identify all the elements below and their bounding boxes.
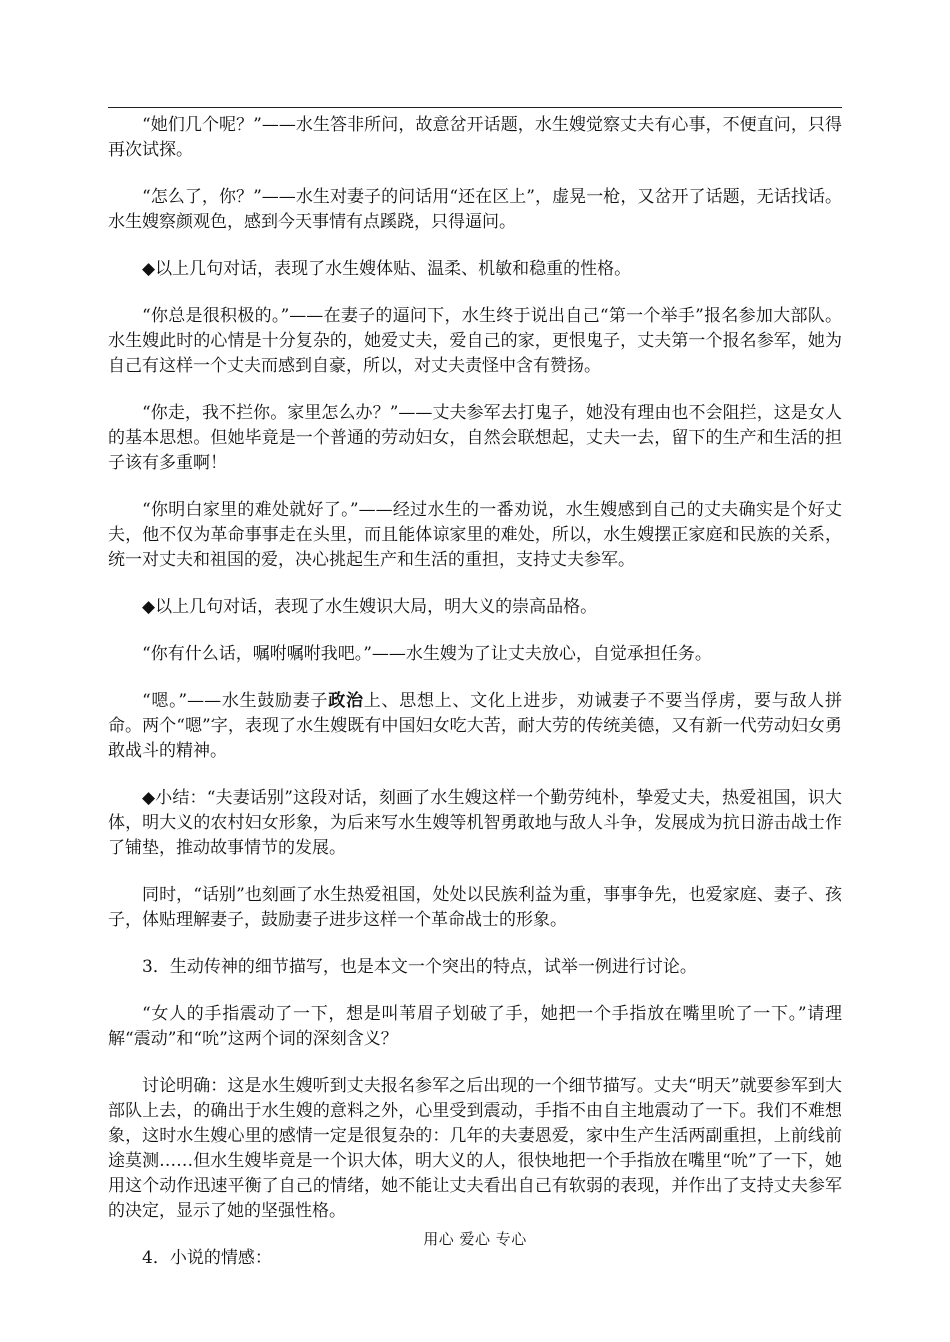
paragraph-8: “你有什么话，嘱咐嘱咐我吧。”——水生嫂为了让丈夫放心，自觉承担任务。 — [142, 644, 712, 664]
header-rule — [108, 107, 842, 108]
paragraph-1: “她们几个呢？”——水生答非所问，故意岔开话题，水生嫂觉察丈夫有心事，不便直问，只得再次试探。 — [108, 115, 842, 160]
paragraph-9-bold-term: 政治 — [328, 691, 364, 711]
paragraph-11: 同时，“话别”也刻画了水生热爱祖国，处处以民族利益为重，事事争先，也爱家庭、妻子、孩子，体贴理解妻子，鼓励妻子进步这样一个革命战士的形象。 — [108, 885, 842, 930]
paragraph-4: “你总是很积极的。”——在妻子的逼问下，水生终于说出自己“第一个举手”报名参加大部队。水生嫂此时的心情是十分复杂的，她爱丈夫，爱自己的家，更恨鬼子，丈夫第一个报名参军，她为自己有这样一个丈夫而感到自豪，所以，对丈夫责怪中含有赞扬。 — [108, 306, 842, 376]
paragraph-12: 3．生动传神的细节描写，也是本文一个突出的特点，试举一例进行讨论。 — [142, 957, 697, 977]
paragraph-9-text-before: “嗯。”——水生鼓励妻子 — [142, 691, 329, 711]
paragraph-10: ◆小结：“夫妻话别”这段对话，刻画了水生嫂这样一个勤劳纯朴，挚爱丈夫，热爱祖国，识大体，明大义的农村妇女形象，为后来写水生嫂等机智勇敢地与敌人斗争，发展成为抗日游击战士作了铺垫，推动故事情节的发展。 — [108, 788, 842, 858]
paragraph-5: “你走，我不拦你。家里怎么办？”——丈夫参军去打鬼子，她没有理由也不会阻拦，这是女人的基本思想。但她毕竟是一个普通的劳动妇女，自然会联想起，丈夫一去，留下的生产和生活的担子该有多重啊！ — [108, 403, 842, 473]
paragraph-3: ◆以上几句对话，表现了水生嫂体贴、温柔、机敏和稳重的性格。 — [142, 259, 632, 279]
paragraph-15: 4．小说的情感： — [142, 1248, 272, 1268]
paragraph-7: ◆以上几句对话，表现了水生嫂识大局，明大义的崇高品格。 — [142, 597, 598, 617]
page-footer: 用心 爱心 专心 — [423, 1230, 527, 1248]
paragraph-13: “女人的手指震动了一下，想是叫苇眉子划破了手，她把一个手指放在嘴里吮了一下。”请理解“震动”和“吮”这两个词的深刻含义？ — [108, 1004, 842, 1049]
paragraph-9 — [108, 689, 842, 764]
paragraph-6: “你明白家里的难处就好了。”——经过水生的一番劝说，水生嫂感到自己的丈夫确实是个好丈夫，他不仅为革命事事走在头里，而且能体谅家里的难处，所以，水生嫂摆正家庭和民族的关系，统一对丈夫和祖国的爱，决心挑起生产和生活的重担，支持丈夫参军。 — [108, 500, 842, 570]
paragraph-9-text-after: 上、思想上、文化上进步，劝诫妻子不要当俘虏，要与敌人拼命。两个“嗯”字，表现了水生嫂既有中国妇女吃大苦，耐大劳的传统美德，又有新一代劳动妇女勇敢战斗的精神。 — [108, 691, 842, 761]
paragraph-2: “怎么了，你？”——水生对妻子的问话用“还在区上”，虚晃一枪，又岔开了话题，无话找话。水生嫂察颜观色，感到今天事情有点蹊跷，只得逼问。 — [108, 187, 842, 232]
document-body — [108, 113, 842, 1293]
paragraph-14: 讨论明确：这是水生嫂听到丈夫报名参军之后出现的一个细节描写。丈夫“明天”就要参军到大部队上去，的确出于水生嫂的意料之外，心里受到震动，手指不由自主地震动了一下。我们不难想象，这时水生嫂心里的感情一定是很复杂的：几年的夫妻恩爱，家中生产生活两副重担，上前线前途莫测……但水生嫂毕竟是一个识大体，明大义的人，很快地把一个手指放在嘴里“吮”了一下，她用这个动作迅速平衡了自己的情绪，她不能让丈夫看出自己有软弱的表现，并作出了支持丈夫参军的决定，显示了她的坚强性格。 — [108, 1076, 842, 1221]
